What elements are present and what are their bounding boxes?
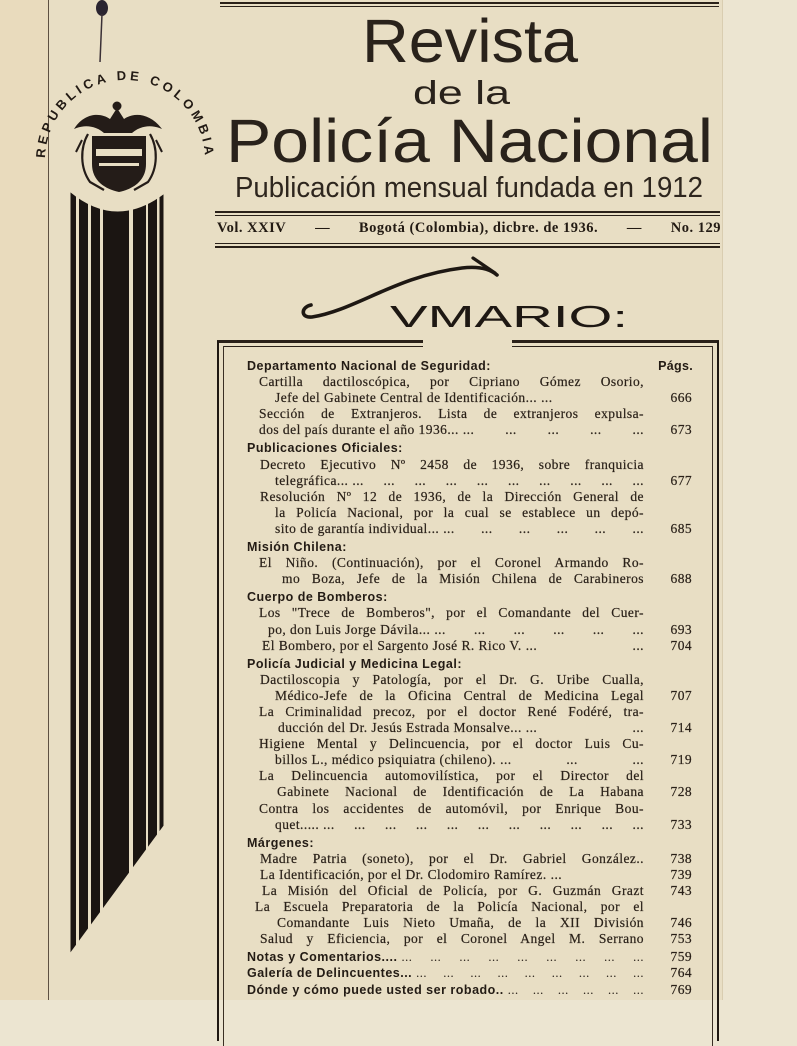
entry-text-part: El Bombero, por el Sargento José R. Rico V. bbox=[262, 637, 522, 653]
issue-place-date: Bogotá (Colombia), dicbre. de 1936. bbox=[358, 219, 599, 236]
issue-dash: — bbox=[626, 219, 642, 236]
entry-text: mo Boza, Jefe de la Misión Chilena de Carabineros bbox=[282, 571, 644, 587]
entry-text: Higiene Mental y Delincuencia, por el doctor Luis Cu- bbox=[259, 736, 644, 752]
pages-column-header: Págs. bbox=[658, 359, 693, 373]
leader-dots: ... ... bbox=[525, 720, 644, 736]
toc-section-header bbox=[0, 835, 797, 851]
page-number: 707 bbox=[670, 687, 692, 703]
toc-entry-line bbox=[0, 752, 797, 768]
page-number: 738 bbox=[670, 850, 692, 866]
toc-entry-line bbox=[0, 915, 797, 931]
entry-text bbox=[262, 638, 644, 654]
entry-text: Salud y Eficiencia, por el Coronel Angel M. Serrano bbox=[260, 931, 644, 947]
leader-dots: ... ... ... ... ... ... bbox=[434, 621, 644, 637]
entry-text bbox=[260, 867, 644, 883]
sumario-logo bbox=[303, 258, 628, 334]
entry-text: la Policía Nacional, por la cual se establece un depó- bbox=[275, 504, 644, 520]
entry-text: Dactiloscopia y Patología, por el Dr. G. Uribe Cualla, bbox=[260, 671, 644, 687]
page-number: 759 bbox=[670, 949, 692, 965]
toc-entry-line bbox=[0, 505, 797, 521]
issue-number: No. 129 bbox=[670, 219, 721, 236]
toc-entry-line bbox=[0, 931, 797, 947]
toc-section-header bbox=[0, 656, 797, 672]
toc-entry-line bbox=[0, 851, 797, 867]
entry-text: Cartilla dactiloscópica, por Cipriano Gómez Osorio, bbox=[259, 374, 644, 390]
entry-text: Madre Patria (soneto), por el Dr. Gabriel González.. bbox=[260, 850, 644, 866]
issue-volume: Vol. XXIV bbox=[217, 219, 287, 236]
standalone-title-text: Galería de Delincuentes... bbox=[247, 966, 413, 981]
issue-rule-thin bbox=[215, 243, 720, 244]
standalone-title bbox=[247, 949, 644, 965]
issue-line bbox=[217, 219, 721, 237]
subtitle: Publicación mensual fundada en 1912 bbox=[235, 172, 703, 204]
toc-standalone-entry bbox=[0, 949, 797, 965]
toc-entry-line bbox=[0, 720, 797, 736]
page-number: 753 bbox=[670, 931, 692, 947]
title-de-la: de la bbox=[413, 74, 511, 111]
toc-entry-line bbox=[0, 571, 797, 587]
entry-text: La Criminalidad precoz, por el doctor René Fodéré, tra- bbox=[259, 703, 644, 719]
page-number: 666 bbox=[670, 390, 692, 406]
title-revista: Revista bbox=[362, 7, 579, 75]
top-rule-thin bbox=[220, 6, 719, 7]
page-number: 746 bbox=[670, 915, 692, 931]
page-number: 728 bbox=[670, 784, 692, 800]
entry-text bbox=[278, 720, 644, 736]
toc-section-header bbox=[0, 440, 797, 456]
toc-entry-line bbox=[0, 883, 797, 899]
entry-text: Comandante Luis Nieto Umaña, de la XII División bbox=[277, 915, 644, 931]
entry-text-part: po, don Luis Jorge Dávila... bbox=[268, 621, 431, 637]
page-number: 704 bbox=[670, 637, 692, 653]
toc-entry-line bbox=[0, 768, 797, 784]
toc-section-header bbox=[0, 589, 797, 605]
entry-text-part: Jefe del Gabinete Central de Identificación... bbox=[275, 390, 538, 406]
entry-text bbox=[275, 817, 644, 833]
entry-text: Decreto Ejecutivo Nº 2458 de 1936, sobre franquicia bbox=[260, 456, 644, 472]
toc-entry-line bbox=[0, 605, 797, 621]
toc-entry-line bbox=[0, 521, 797, 537]
entry-text bbox=[275, 752, 644, 768]
page-number: 714 bbox=[670, 720, 692, 736]
section-title: Márgenes: bbox=[247, 835, 315, 850]
toc-standalone-entry bbox=[0, 982, 797, 998]
table-of-contents bbox=[0, 358, 797, 998]
entry-text-part: dos del país durante el año 1936... bbox=[259, 422, 459, 438]
entry-text bbox=[268, 622, 644, 638]
section-title: Departamento Nacional de Seguridad: bbox=[247, 359, 491, 373]
toc-standalone-entry bbox=[0, 965, 797, 981]
toc-entry-line bbox=[0, 688, 797, 704]
entry-text-part: sito de garantía individual... bbox=[275, 520, 440, 536]
entry-text: Gabinete Nacional de Identificación de La Habana bbox=[277, 784, 644, 800]
entry-text bbox=[275, 521, 644, 537]
entry-text: Contra los accidentes de automóvil, por Enrique Bou- bbox=[259, 800, 644, 816]
entry-text: Los "Trece de Bomberos", por el Comandante del Cuer- bbox=[259, 605, 644, 621]
sumario-letters: VMARIO: bbox=[390, 299, 628, 334]
entry-text: La Escuela Preparatoria de la Policía Nacional, por el bbox=[255, 899, 644, 915]
page-number: 719 bbox=[670, 752, 692, 768]
page-number: 685 bbox=[670, 520, 692, 536]
entry-text: La Misión del Oficial de Policía, por G. Guzmán Grazt bbox=[262, 883, 644, 898]
page-number: 764 bbox=[670, 965, 692, 981]
page-number: 673 bbox=[670, 422, 692, 438]
toc-entry-line bbox=[0, 672, 797, 688]
leader-dots: ... ... ... ... ... ... bbox=[507, 982, 644, 997]
entry-text: El Niño. (Continuación), por el Coronel Armando Ro- bbox=[259, 555, 644, 571]
page-number: 677 bbox=[670, 472, 692, 488]
toc-entry-line bbox=[0, 784, 797, 800]
leader-dots: ... ... ... ... ... bbox=[462, 422, 644, 438]
entry-text-part: billos L., médico psiquiatra (chileno). bbox=[275, 752, 497, 768]
entry-text bbox=[259, 422, 644, 438]
standalone-title-text: Dónde y cómo puede usted ser robado.. bbox=[247, 982, 504, 997]
leader-dots: ... bbox=[541, 390, 553, 406]
leader-dots: ... bbox=[550, 866, 563, 882]
page-number: 693 bbox=[670, 621, 692, 637]
ink-blot bbox=[96, 0, 108, 62]
section-title: Publicaciones Oficiales: bbox=[247, 441, 403, 456]
toc-entry-line bbox=[0, 622, 797, 638]
entry-text bbox=[275, 390, 644, 406]
entry-text-part: quet..... bbox=[275, 816, 320, 832]
standalone-title bbox=[247, 965, 644, 981]
page-number: 739 bbox=[670, 866, 692, 882]
section-title: Misión Chilena: bbox=[247, 540, 347, 555]
coat-of-arms-icon bbox=[74, 102, 162, 193]
section-title: Policía Judicial y Medicina Legal: bbox=[247, 656, 462, 671]
leader-dots: ... ... bbox=[525, 637, 644, 653]
standalone-title-text: Notas y Comentarios.... bbox=[247, 950, 398, 965]
leader-dots: ... ... ... ... ... ... ... ... ... ... ... bbox=[323, 816, 644, 832]
subtitle-rule-thin bbox=[215, 215, 720, 216]
toc-entry-line bbox=[0, 422, 797, 438]
issue-dash: — bbox=[315, 219, 331, 236]
toc-section-header bbox=[0, 358, 797, 374]
leader-dots: ... ... ... bbox=[500, 752, 644, 768]
toc-entry-line bbox=[0, 801, 797, 817]
toc-entry-line bbox=[0, 555, 797, 571]
standalone-title bbox=[247, 982, 644, 998]
title-policia-nacional: Policía Nacional bbox=[226, 107, 713, 175]
issue-rule-thick bbox=[215, 246, 720, 248]
section-title: Cuerpo de Bomberos: bbox=[247, 590, 388, 605]
toc-entry-line bbox=[0, 406, 797, 422]
toc-entry-line bbox=[0, 638, 797, 654]
toc-entry-line bbox=[0, 489, 797, 505]
toc-entry-line bbox=[0, 704, 797, 720]
leader-dots: ... ... ... ... ... ... ... ... ... ... bbox=[352, 472, 644, 488]
toc-entry-line bbox=[0, 390, 797, 406]
toc-entry-line bbox=[0, 374, 797, 390]
page-number: 769 bbox=[670, 981, 692, 997]
toc-entry-line bbox=[0, 457, 797, 473]
entry-text: Sección de Extranjeros. Lista de extranjeros expulsa- bbox=[259, 406, 644, 422]
entry-text: Médico-Jefe de la Oficina Central de Medicina Legal bbox=[275, 687, 644, 703]
entry-text: La Delincuencia automovilística, por el Director del bbox=[259, 768, 644, 784]
entry-text bbox=[275, 473, 644, 489]
toc-entry-line bbox=[0, 899, 797, 915]
toc-entry-line bbox=[0, 736, 797, 752]
emblem-arc-text: REPUBLICA DE COLOMBIA bbox=[32, 67, 217, 159]
page-number: 743 bbox=[670, 883, 692, 898]
toc-entry-line bbox=[0, 867, 797, 883]
toc-section-header bbox=[0, 539, 797, 555]
leader-dots: ... ... ... ... ... ... bbox=[443, 520, 644, 536]
subtitle-rule-thick bbox=[215, 211, 720, 213]
top-rule-thick bbox=[220, 2, 719, 4]
toc-entry-line bbox=[0, 817, 797, 833]
toc-entry-line bbox=[0, 473, 797, 489]
page-number: 733 bbox=[670, 816, 692, 832]
page-number: 688 bbox=[670, 571, 692, 587]
entry-text: Resolución Nº 12 de 1936, de la Dirección General de bbox=[260, 488, 644, 504]
leader-dots: ... ... ... ... ... ... ... ... ... bbox=[416, 966, 644, 981]
leader-dots: ... ... ... ... ... ... ... ... ... bbox=[401, 950, 644, 965]
entry-text-part: La Identificación, por el Dr. Clodomiro Ramírez. bbox=[260, 866, 547, 882]
entry-text-part: telegráfica... bbox=[275, 472, 349, 488]
entry-text-part: ducción del Dr. Jesús Estrada Monsalve... bbox=[278, 720, 522, 736]
